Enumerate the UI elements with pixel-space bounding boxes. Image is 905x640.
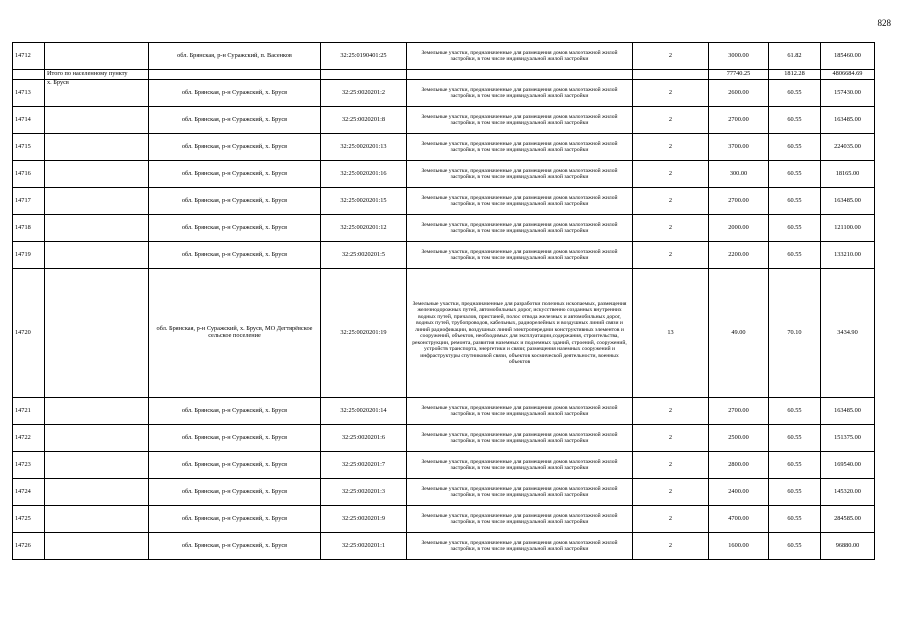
row-rate: 60.55: [769, 107, 821, 134]
row-address: обл. Брянская, р-н Суражский, х. Брусв: [149, 161, 321, 188]
total-use-cell: [407, 70, 633, 80]
row-area: 2200.00: [709, 242, 769, 269]
row-area: 2700.00: [709, 188, 769, 215]
row-rate: 60.55: [769, 506, 821, 533]
row-cadastral-number: 32:25:0190401:25: [321, 43, 407, 70]
table-row: [13, 269, 875, 398]
row-id: 14716: [13, 161, 45, 188]
row-value: 3434.90: [821, 269, 875, 398]
row-rate: 61.82: [769, 43, 821, 70]
table-row: [13, 188, 875, 215]
row-address: обл. Брянская, р-н Суражский, х. Брусв: [149, 134, 321, 161]
row-value: 145320.00: [821, 479, 875, 506]
row-rate: 60.55: [769, 479, 821, 506]
row-rate: 60.55: [769, 161, 821, 188]
row-value: 163485.00: [821, 107, 875, 134]
row-permitted-use: Земельные участки, предназначенные для разработки полезных ископаемых, размещения железнодорожных путей, автомобильных дорог, искусственно созданных внутренних водных путей, причалов, пристаней, полос отвода железных и автомобильных дорог, водных путей, трубопроводов, кабельных, радиорелейных и воздушных линий связи и линий радиофикации, воздушных линий электропередачи конструктивных элементов и сооружений, объектов, необходимых для эксплуатации,содержания, строительства, реконструкции, ремонта, развития наземных и подземных зданий, строений, сооружений, устройств транспорта, энергетики и связи; размещения наземных сооружений и инфраструктуры спутниковой связи, объектов космической деятельности, военных объектов: [407, 269, 633, 398]
row-value: 224035.00: [821, 134, 875, 161]
row-id: 14719: [13, 242, 45, 269]
locality-cell: [45, 134, 149, 161]
row-cadastral-number: 32:25:0020201:14: [321, 398, 407, 425]
total-id-cell: [13, 70, 45, 80]
locality-cell: [45, 161, 149, 188]
table-row: [13, 107, 875, 134]
row-id: 14714: [13, 107, 45, 134]
row-use-code: 2: [633, 215, 709, 242]
table-row: [13, 43, 875, 70]
row-area: 4700.00: [709, 506, 769, 533]
total-value: 4806684.69: [821, 70, 875, 80]
row-id: 14724: [13, 479, 45, 506]
row-use-code: 2: [633, 452, 709, 479]
total-area: 77740.25: [709, 70, 769, 80]
row-rate: 60.55: [769, 452, 821, 479]
row-permitted-use: Земельные участки, предназначенные для размещения домов малоэтажной жилой застройки, в том числе индивидуальной жилой застройки: [407, 188, 633, 215]
locality-cell: [45, 425, 149, 452]
cadastral-value-table: [12, 42, 875, 560]
row-id: 14712: [13, 43, 45, 70]
row-value: 121100.00: [821, 215, 875, 242]
row-rate: 60.55: [769, 80, 821, 107]
row-id: 14722: [13, 425, 45, 452]
locality-total-row: [13, 70, 875, 80]
row-id: 14718: [13, 215, 45, 242]
table-row: [13, 80, 875, 107]
row-value: 96880.00: [821, 533, 875, 560]
locality-cell: [45, 242, 149, 269]
row-area: 3700.00: [709, 134, 769, 161]
locality-cell: [45, 269, 149, 398]
row-area: 1600.00: [709, 533, 769, 560]
row-id: 14720: [13, 269, 45, 398]
row-cadastral-number: 32:25:0020201:15: [321, 188, 407, 215]
row-rate: 60.55: [769, 134, 821, 161]
row-cadastral-number: 32:25:0020201:3: [321, 479, 407, 506]
row-permitted-use: Земельные участки, предназначенные для размещения домов малоэтажной жилой застройки, в том числе индивидуальной жилой застройки: [407, 479, 633, 506]
row-cadastral-number: 32:25:0020201:6: [321, 425, 407, 452]
row-area: 2000.00: [709, 215, 769, 242]
row-permitted-use: Земельные участки, предназначенные для размещения домов малоэтажной жилой застройки, в том числе индивидуальной жилой застройки: [407, 242, 633, 269]
row-cadastral-number: 32:25:0020201:9: [321, 506, 407, 533]
table-row: [13, 215, 875, 242]
row-area: 2700.00: [709, 398, 769, 425]
row-use-code: 2: [633, 134, 709, 161]
locality-cell: [45, 188, 149, 215]
row-address: обл. Брянская, р-н Суражский, х. Брусв: [149, 506, 321, 533]
row-value: 185460.00: [821, 43, 875, 70]
row-use-code: 2: [633, 506, 709, 533]
row-use-code: 2: [633, 188, 709, 215]
table-row: [13, 533, 875, 560]
row-address: обл. Брянская, р-н Суражский, х. Брусв, МО Дегтярёвское сельское поселение: [149, 269, 321, 398]
row-rate: 70.10: [769, 269, 821, 398]
row-id: 14725: [13, 506, 45, 533]
row-area: 2800.00: [709, 452, 769, 479]
locality-cell: [45, 43, 149, 70]
row-area: 2400.00: [709, 479, 769, 506]
row-value: 163485.00: [821, 188, 875, 215]
row-cadastral-number: 32:25:0020201:12: [321, 215, 407, 242]
row-permitted-use: Земельные участки, предназначенные для размещения домов малоэтажной жилой застройки, в том числе индивидуальной жилой застройки: [407, 398, 633, 425]
row-value: 163485.00: [821, 398, 875, 425]
row-rate: 60.55: [769, 533, 821, 560]
locality-cell: [45, 398, 149, 425]
table-row: [13, 506, 875, 533]
locality-cell: [45, 215, 149, 242]
table-row: [13, 452, 875, 479]
row-id: 14715: [13, 134, 45, 161]
table-body: [13, 43, 875, 560]
row-id: 14726: [13, 533, 45, 560]
row-permitted-use: Земельные участки, предназначенные для размещения домов малоэтажной жилой застройки, в том числе индивидуальной жилой застройки: [407, 215, 633, 242]
row-address: обл. Брянская, р-н Суражский, х. Брусв: [149, 215, 321, 242]
row-area: 2600.00: [709, 80, 769, 107]
locality-cell: [45, 107, 149, 134]
row-cadastral-number: 32:25:0020201:16: [321, 161, 407, 188]
row-value: 151375.00: [821, 425, 875, 452]
locality-cell: [45, 506, 149, 533]
row-address: обл. Брянская, р-н Суражский, х. Брусв: [149, 242, 321, 269]
row-cadastral-number: 32:25:0020201:7: [321, 452, 407, 479]
row-permitted-use: Земельные участки, предназначенные для размещения домов малоэтажной жилой застройки, в том числе индивидуальной жилой застройки: [407, 134, 633, 161]
row-address: обл. Брянская, р-н Суражский, х. Брусв: [149, 452, 321, 479]
row-permitted-use: Земельные участки, предназначенные для размещения домов малоэтажной жилой застройки, в том числе индивидуальной жилой застройки: [407, 161, 633, 188]
row-value: 133210.00: [821, 242, 875, 269]
row-id: 14721: [13, 398, 45, 425]
row-address: обл. Брянская, р-н Суражский, х. Брусв: [149, 479, 321, 506]
row-address: обл. Брянская, р-н Суражский, п. Васенков: [149, 43, 321, 70]
page-number: 828: [877, 18, 891, 28]
locality-cell: [45, 452, 149, 479]
row-id: 14713: [13, 80, 45, 107]
row-id: 14717: [13, 188, 45, 215]
table-row: [13, 161, 875, 188]
locality-cell: [45, 533, 149, 560]
row-use-code: 2: [633, 80, 709, 107]
row-cadastral-number: 32:25:0020201:8: [321, 107, 407, 134]
row-address: обл. Брянская, р-н Суражский, х. Брусв: [149, 188, 321, 215]
row-rate: 60.55: [769, 215, 821, 242]
row-rate: 60.55: [769, 398, 821, 425]
locality-cell: [45, 479, 149, 506]
table-row: [13, 242, 875, 269]
row-cadastral-number: 32:25:0020201:1: [321, 533, 407, 560]
table-row: [13, 134, 875, 161]
total-address-cell: [149, 70, 321, 80]
row-area: 2700.00: [709, 107, 769, 134]
row-rate: 60.55: [769, 242, 821, 269]
total-code-cell: [633, 70, 709, 80]
row-use-code: 2: [633, 161, 709, 188]
total-rate: 1812.28: [769, 70, 821, 80]
row-permitted-use: Земельные участки, предназначенные для размещения домов малоэтажной жилой застройки, в том числе индивидуальной жилой застройки: [407, 107, 633, 134]
row-permitted-use: Земельные участки, предназначенные для размещения домов малоэтажной жилой застройки, в том числе индивидуальной жилой застройки: [407, 533, 633, 560]
row-area: 2500.00: [709, 425, 769, 452]
row-value: 169540.00: [821, 452, 875, 479]
row-address: обл. Брянская, р-н Суражский, х. Брусв: [149, 107, 321, 134]
row-use-code: 2: [633, 533, 709, 560]
row-cadastral-number: 32:25:0020201:5: [321, 242, 407, 269]
row-use-code: 2: [633, 479, 709, 506]
row-rate: 60.55: [769, 425, 821, 452]
row-permitted-use: Земельные участки, предназначенные для размещения домов малоэтажной жилой застройки, в том числе индивидуальной жилой застройки: [407, 506, 633, 533]
locality-cell: х. Брусв: [45, 80, 149, 107]
table-row: [13, 425, 875, 452]
row-permitted-use: Земельные участки, предназначенные для размещения домов малоэтажной жилой застройки, в том числе индивидуальной жилой застройки: [407, 80, 633, 107]
row-address: обл. Брянская, р-н Суражский, х. Брусв: [149, 425, 321, 452]
row-area: 300.00: [709, 161, 769, 188]
row-use-code: 2: [633, 107, 709, 134]
row-use-code: 13: [633, 269, 709, 398]
row-cadastral-number: 32:25:0020201:2: [321, 80, 407, 107]
total-label: Итого по населенному пункту: [45, 70, 149, 80]
table-row: [13, 479, 875, 506]
row-rate: 60.55: [769, 188, 821, 215]
row-use-code: 2: [633, 425, 709, 452]
row-cadastral-number: 32:25:0020201:13: [321, 134, 407, 161]
row-id: 14723: [13, 452, 45, 479]
row-permitted-use: Земельные участки, предназначенные для размещения домов малоэтажной жилой застройки, в том числе индивидуальной жилой застройки: [407, 425, 633, 452]
row-use-code: 2: [633, 398, 709, 425]
row-address: обл. Брянская, р-н Суражский, х. Брусв: [149, 533, 321, 560]
row-area: 49.00: [709, 269, 769, 398]
table-row: [13, 398, 875, 425]
row-address: обл. Брянская, р-н Суражский, х. Брусв: [149, 80, 321, 107]
row-area: 3000.00: [709, 43, 769, 70]
row-permitted-use: Земельные участки, предназначенные для размещения домов малоэтажной жилой застройки, в том числе индивидуальной жилой застройки: [407, 43, 633, 70]
row-value: 284585.00: [821, 506, 875, 533]
row-use-code: 2: [633, 242, 709, 269]
total-cadastral-cell: [321, 70, 407, 80]
row-value: 18165.00: [821, 161, 875, 188]
row-cadastral-number: 32:25:0020201:19: [321, 269, 407, 398]
row-address: обл. Брянская, р-н Суражский, х. Брусв: [149, 398, 321, 425]
row-value: 157430.00: [821, 80, 875, 107]
row-permitted-use: Земельные участки, предназначенные для размещения домов малоэтажной жилой застройки, в том числе индивидуальной жилой застройки: [407, 452, 633, 479]
row-use-code: 2: [633, 43, 709, 70]
